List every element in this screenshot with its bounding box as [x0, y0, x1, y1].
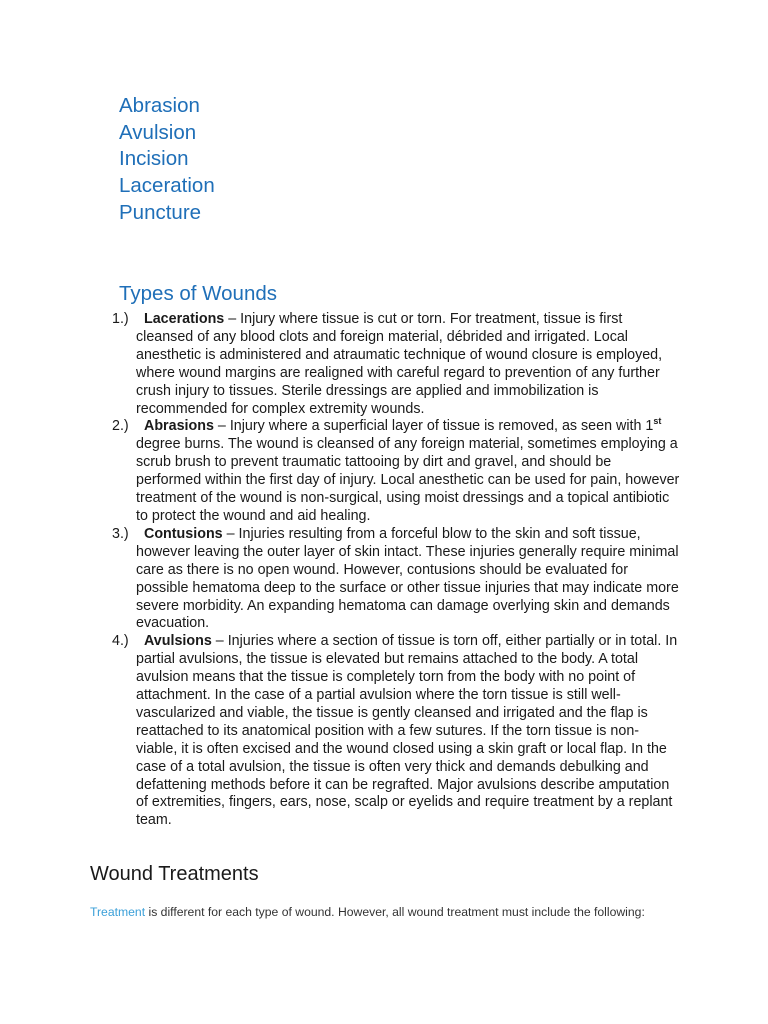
wound-description: – Injury where tissue is cut or torn. For treatment, tissue is first cleansed of any blood clots and foreign material, débrided and irrigated. Local anesthetic is administered and atraumatic technique of wound closure is employed, where wound margins are realigned with careful regard to prevention of any further crush injury to tissues. Sterile dressings are applied and immobilization is recommended for complex extremity wounds.: [136, 311, 663, 417]
wound-item-contusions: [112, 526, 680, 633]
superscript: st: [653, 416, 662, 427]
list-number: 3.): [112, 525, 129, 542]
wound-item-avulsions: [112, 633, 680, 830]
wound-term: Contusions: [144, 525, 223, 542]
treatment-intro-text: is different for each type of wound. However, all wound treatment must include the following:: [145, 905, 645, 919]
wound-list: [112, 311, 680, 830]
wound-item-abrasions: [112, 418, 680, 525]
treatment-intro: [90, 904, 645, 920]
link-abrasion[interactable]: Abrasion: [119, 94, 200, 117]
link-incision[interactable]: Incision: [119, 147, 189, 171]
wound-description-cont: degree burns. The wound is cleansed of any foreign material, sometimes employing a scrub brush to prevent traumatic tattooing by dirt and gravel, and should be performed within the first day of injury. Local anesthetic can be used for pain, however treatment of the wound is non-surgical, using moist dressings and a topical antibiotic to protect the wound and aid healing.: [136, 436, 680, 524]
treatment-link[interactable]: Treatment: [90, 905, 146, 919]
list-number: 4.): [112, 633, 129, 650]
wound-description: – Injury where a superficial layer of tissue is removed, as seen with 1: [213, 418, 654, 435]
list-number: 1.): [112, 311, 129, 327]
wound-description: – Injuries where a section of tissue is torn off, either partially or in total. In partial avulsions, the tissue is elevated but remains attached to the body. A total avulsion means that the tissue is completely torn from the body with no point of attachment. In the case of a partial avulsion where the torn tissue is still well-vascularized and viable, the tissue is gently cleansed and irrigated and the flap is reattached to its anatomical position with a few sutures. If the torn tissue is non-viable, it is often excised and the wound closed using a skin graft or local flap. In the case of a total avulsion, the tissue is often very thick and demands debulking and defattening methods before it can be regrafted. Major avulsions describe amputation of extremities, fingers, ears, nose, scalp or eyelids and require treatment by a replant team.: [136, 633, 678, 829]
link-puncture[interactable]: Puncture: [119, 200, 202, 224]
wound-term: Abrasions: [144, 418, 214, 435]
wound-item-lacerations: [112, 311, 680, 418]
wound-type-links: [119, 93, 215, 227]
link-avulsion[interactable]: Avulsion: [119, 120, 197, 144]
wound-description: – Injuries resulting from a forceful blow to the skin and soft tissue, however leaving the outer layer of skin intact. These injuries generally require minimal care as there is no open wound. However, contusions should be evaluated for possible hematoma deep to the surface or other tissue injuries that may indicate more severe morbidity. An expanding hematoma can damage overlying skin and demands evacuation.: [136, 525, 679, 632]
wound-term: Avulsions: [144, 633, 212, 650]
wound-term: Lacerations: [144, 311, 225, 327]
wound-treatments-heading: Wound Treatments: [90, 863, 259, 885]
types-of-wounds-heading: Types of Wounds: [119, 282, 278, 305]
link-laceration[interactable]: Laceration: [119, 174, 215, 198]
list-number: 2.): [112, 418, 129, 435]
